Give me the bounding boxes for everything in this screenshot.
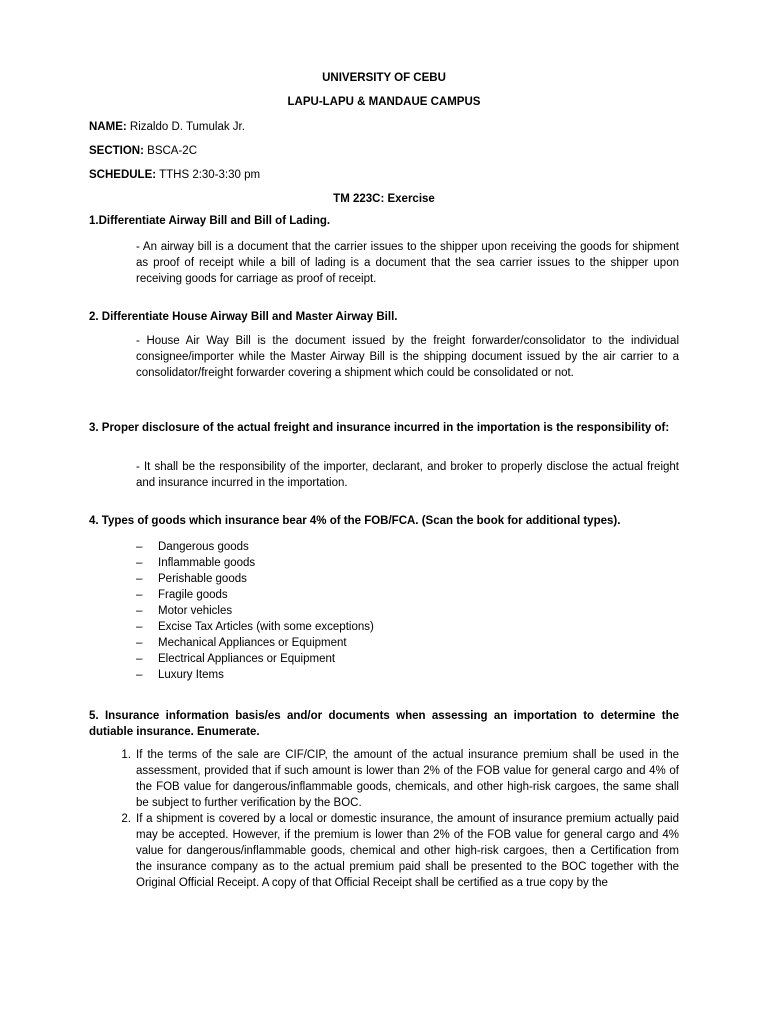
item-text: If the terms of the sale are CIF/CIP, the amount of the actual insurance premium shall be used in the assessment, provided that if such amount is lower than 2% of the FOB value for general cargo and 4% of the FOB value for dangerous/inflammable goods, chemicals, and other high-risk cargoes, the same shall be subject to further verification by the BOC. <box>136 749 679 809</box>
dash-bullet: – <box>136 557 143 569</box>
goods-item: Motor vehicles <box>158 605 233 617</box>
item-number: 2. <box>121 813 131 825</box>
university-title: UNIVERSITY OF CEBU <box>322 72 446 84</box>
dash-bullet: – <box>136 541 143 553</box>
question-3: 3. Proper disclosure of the actual freight and insurance incurred in the importation is the responsibility of: <box>89 422 670 434</box>
list-item <box>121 811 679 891</box>
question-4: 4. Types of goods which insurance bear 4% of the FOB/FCA. (Scan the book for additional types). <box>89 515 621 527</box>
list-item <box>121 747 679 811</box>
goods-item: Electrical Appliances or Equipment <box>158 653 336 665</box>
question-5: 5. Insurance information basis/es and/or documents when assessing an importation to determine the dutiable insurance. Enumerate. <box>89 710 679 738</box>
goods-item: Fragile goods <box>158 589 228 601</box>
dash-bullet: – <box>136 605 143 617</box>
answer-2: - House Air Way Bill is the document issued by the freight forwarder/consolidator to the individual consignee/importer while the Master Airway Bill is the shipping document issued by the air carrier to a consolidator/freight forwarder covering a shipment which could be consolidated or not. <box>136 335 679 379</box>
goods-item: Luxury Items <box>158 669 224 681</box>
question-2: 2. Differentiate House Airway Bill and Master Airway Bill. <box>89 311 398 323</box>
name-label: NAME: <box>89 121 127 133</box>
dash-bullet: – <box>136 669 143 681</box>
item-number: 1. <box>121 749 131 761</box>
exercise-title: TM 223C: Exercise <box>333 193 435 205</box>
schedule-value: TTHS 2:30-3:30 pm <box>159 169 261 181</box>
answer-3: - It shall be the responsibility of the importer, declarant, and broker to properly disclose the actual freight and insurance incurred in the importation. <box>136 461 679 489</box>
answer-1: - An airway bill is a document that the carrier issues to the shipper upon receiving the goods for shipment as proof of receipt while a bill of lading is a document that the sea carrier issues to the shipper upon receiving goods for carriage as proof of receipt. <box>136 241 679 285</box>
goods-item: Inflammable goods <box>158 557 256 569</box>
question-1: 1.Differentiate Airway Bill and Bill of Lading. <box>89 215 331 227</box>
dash-bullet: – <box>136 637 143 649</box>
schedule-label: SCHEDULE: <box>89 169 157 181</box>
insurance-basis-list <box>121 747 679 891</box>
item-text: If a shipment is covered by a local or domestic insurance, the amount of insurance premium actually paid may be accepted. However, if the premium is lower than 2% of the FOB value for general cargo and 4% value for dangerous/inflammable goods, chemical and other high-risk cargoes, then a Certification from the insurance company as to the actual premium paid shall be presented to the BOC together with the Original Official Receipt. A copy of that Official Receipt shall be certified as a true copy by the <box>136 813 679 889</box>
name-line <box>89 121 245 133</box>
campus-title: LAPU-LAPU & MANDAUE CAMPUS <box>287 96 481 108</box>
name-value: Rizaldo D. Tumulak Jr. <box>129 121 245 133</box>
dash-bullet: – <box>136 653 143 665</box>
dash-bullet: – <box>136 589 143 601</box>
dash-bullet: – <box>136 621 143 633</box>
dash-bullet: – <box>136 573 143 585</box>
section-line <box>89 145 197 157</box>
goods-item: Dangerous goods <box>158 541 249 553</box>
section-value: BSCA-2C <box>147 145 198 157</box>
goods-item: Perishable goods <box>158 573 247 585</box>
goods-item: Excise Tax Articles (with some exceptions) <box>158 621 374 633</box>
section-label: SECTION: <box>89 145 144 157</box>
schedule-line <box>89 169 260 181</box>
goods-item: Mechanical Appliances or Equipment <box>158 637 347 649</box>
